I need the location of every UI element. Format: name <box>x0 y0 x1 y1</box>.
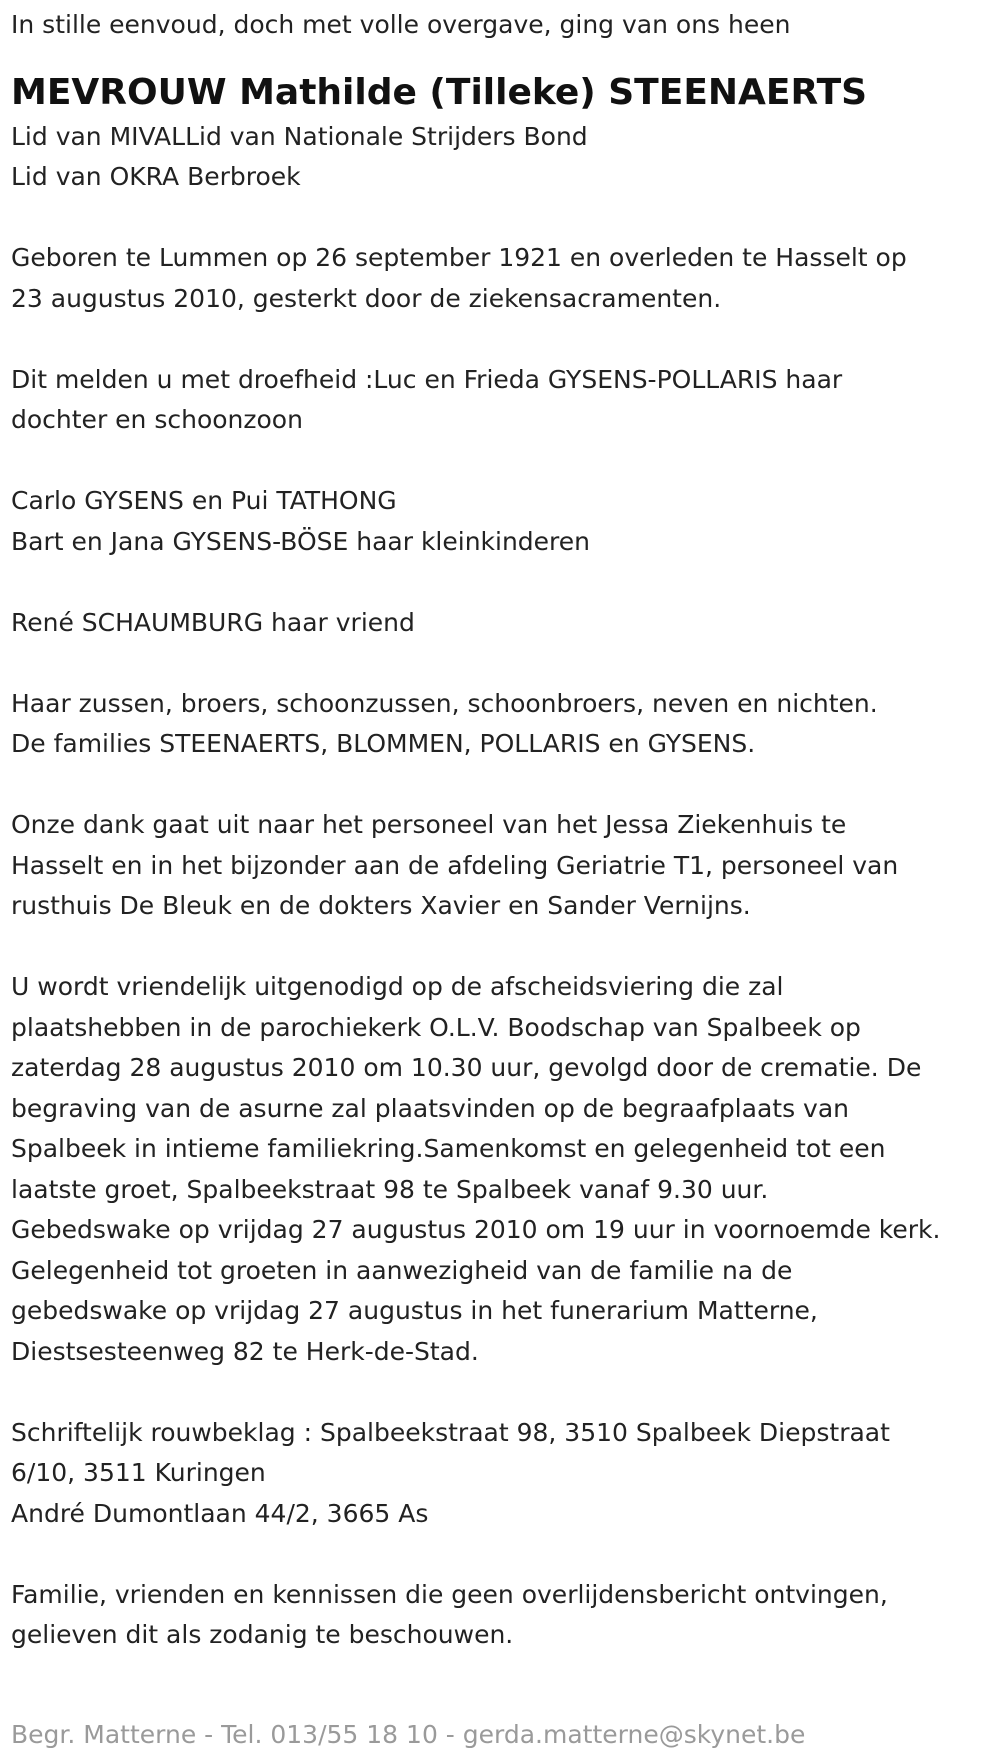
thanks-line: Hasselt en in het bijzonder aan de afdeling Geriatrie T1, personeel van <box>11 850 899 880</box>
death-notice <box>0 5 1000 1755</box>
paragraph-gap <box>11 643 990 684</box>
ceremony-line: zaterdag 28 augustus 2010 om 10.30 uur, gevolgd door de crematie. De <box>11 1053 922 1082</box>
ceremony-line: Diestsesteenweg 82 te Herk-de-Stad. <box>11 1336 479 1366</box>
closing-line: gelieven dit als zodanig te beschouwen. <box>11 1620 514 1649</box>
family-line: Haar zussen, broers, schoonzussen, schoonbroers, neven en nichten. <box>11 688 878 718</box>
ceremony-line: gebedswake op vrijdag 27 augustus in het funerarium Matterne, <box>11 1296 818 1325</box>
intro-text: In stille eenvoud, doch met volle overgave, ging van ons heen <box>11 10 791 39</box>
paragraph-gap <box>11 562 990 603</box>
ceremony-line: Gebedswake op vrijdag 27 augustus 2010 om 19 uur in voornoemde kerk. <box>11 1215 941 1244</box>
funeral-home-footer: Begr. Matterne - Tel. 013/55 18 10 - gerda.matterne@skynet.be <box>11 1720 806 1749</box>
paragraph-gap <box>11 927 990 968</box>
condolences-line: Schriftelijk rouwbeklag : Spalbeekstraat 98, 3510 Spalbeek Diepstraat <box>11 1417 890 1447</box>
membership-line: Lid van MIVALLid van Nationale Strijders Bond <box>11 121 588 151</box>
deceased-name: MEVROUW Mathilde (Tilleke) STEENAERTS <box>11 71 868 113</box>
thanks-line: rusthuis De Bleuk en de dokters Xavier en Sander Vernijns. <box>11 891 751 920</box>
family-line: De families STEENAERTS, BLOMMEN, POLLARIS en GYSENS. <box>11 729 756 758</box>
paragraph-gap <box>11 1372 990 1413</box>
closing-line: Familie, vrienden en kennissen die geen overlijdensbericht ontvingen, <box>11 1579 888 1609</box>
announcement-line: Dit melden u met droefheid :Luc en Frieda GYSENS-POLLARIS haar <box>11 364 843 394</box>
paragraph-gap <box>11 1534 990 1575</box>
paragraph-gap <box>11 441 990 482</box>
grandchildren-line: Carlo GYSENS en Pui TATHONG <box>11 486 397 515</box>
ceremony-line: Spalbeek in intieme familiekring.Samenkomst en gelegenheid tot een <box>11 1134 886 1163</box>
paragraph-gap <box>11 765 990 806</box>
paragraph-gap <box>11 319 990 360</box>
ceremony-line: laatste groet, Spalbeekstraat 98 te Spalbeek vanaf 9.30 uur. <box>11 1174 769 1204</box>
condolences-line: André Dumontlaan 44/2, 3665 As <box>11 1498 429 1528</box>
birth-death-line: 23 augustus 2010, gesterkt door de ziekensacramenten. <box>11 283 722 313</box>
thanks-line: Onze dank gaat uit naar het personeel van het Jessa Ziekenhuis te <box>11 810 847 839</box>
announcement-line: dochter en schoonzoon <box>11 405 303 434</box>
ceremony-line: Gelegenheid tot groeten in aanwezigheid van de familie na de <box>11 1255 793 1285</box>
ceremony-line: plaatshebben in de parochiekerk O.L.V. Boodschap van Spalbeek op <box>11 1012 861 1042</box>
birth-death-line: Geboren te Lummen op 26 september 1921 en overleden te Hasselt op <box>11 243 907 272</box>
paragraph-gap <box>11 198 990 239</box>
friend-line: René SCHAUMBURG haar vriend <box>11 607 415 637</box>
ceremony-line: U wordt vriendelijk uitgenodigd op de afscheidsviering die zal <box>11 972 784 1001</box>
grandchildren-line: Bart en Jana GYSENS-BÖSE haar kleinkinderen <box>11 526 591 556</box>
condolences-line: 6/10, 3511 Kuringen <box>11 1458 266 1487</box>
membership-line: Lid van OKRA Berbroek <box>11 162 301 191</box>
ceremony-line: begraving van de asurne zal plaatsvinden op de begraafplaats van <box>11 1093 850 1123</box>
